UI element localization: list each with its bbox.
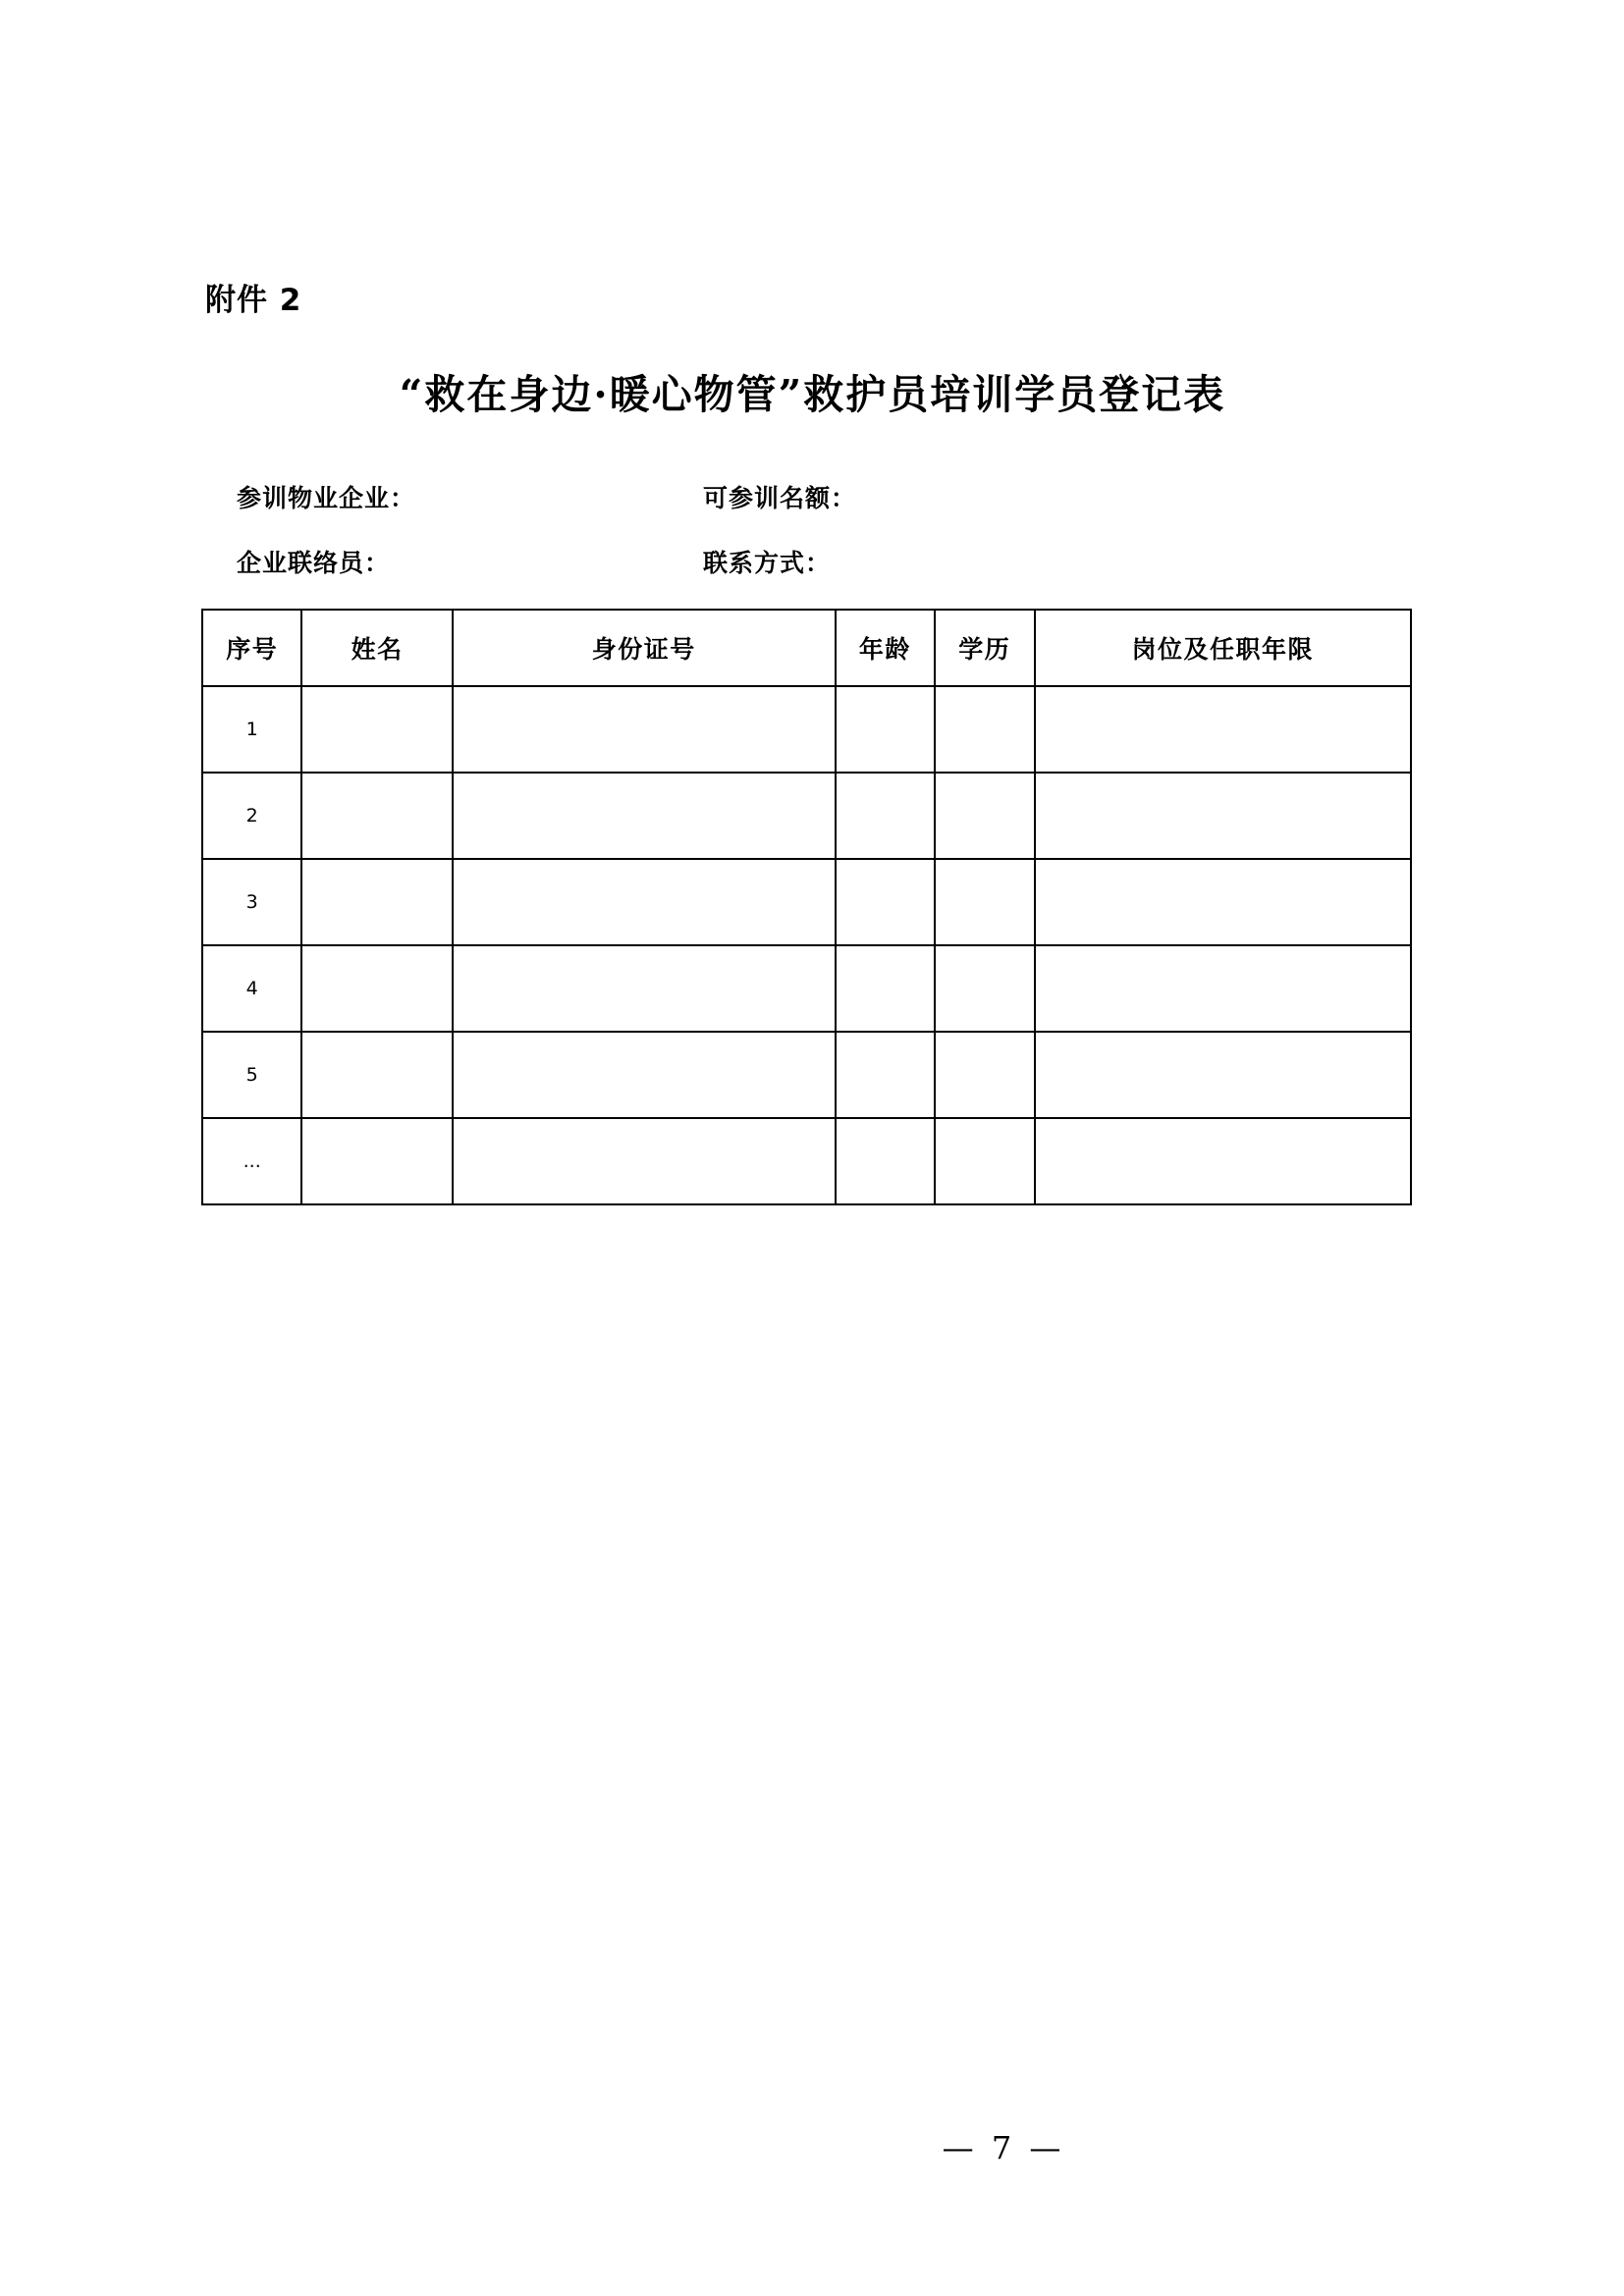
table-row: [202, 773, 1411, 859]
cell-age[interactable]: [836, 1118, 935, 1204]
column-header-id-number: 身份证号: [453, 610, 836, 686]
cell-index: 3: [202, 859, 301, 945]
meta-fields: [237, 479, 1424, 579]
liaison-label: 企业联络员：: [237, 549, 391, 577]
attachment-label: 附件 2: [205, 283, 302, 318]
cell-index: 4: [202, 945, 301, 1032]
cell-name[interactable]: [301, 1118, 452, 1204]
cell-name[interactable]: [301, 1032, 452, 1118]
table-row: [202, 945, 1411, 1032]
cell-post[interactable]: [1035, 859, 1412, 945]
quota-label: 可参训名额：: [703, 484, 857, 512]
cell-age[interactable]: [836, 859, 935, 945]
cell-id-number[interactable]: [453, 859, 836, 945]
table-row: [202, 1032, 1411, 1118]
cell-index: 2: [202, 773, 301, 859]
document-body: [201, 275, 1424, 1205]
table-row: [202, 859, 1411, 945]
enterprise-label: 参训物业企业：: [237, 484, 416, 512]
cell-index: ...: [202, 1118, 301, 1204]
cell-name[interactable]: [301, 859, 452, 945]
cell-id-number[interactable]: [453, 686, 836, 773]
cell-id-number[interactable]: [453, 773, 836, 859]
cell-name[interactable]: [301, 945, 452, 1032]
contact-label: 联系方式：: [703, 549, 832, 577]
cell-education[interactable]: [935, 945, 1034, 1032]
column-header-education: 学历: [935, 610, 1034, 686]
cell-education[interactable]: [935, 773, 1034, 859]
cell-name[interactable]: [301, 686, 452, 773]
column-header-age: 年龄: [836, 610, 935, 686]
column-header-name: 姓名: [301, 610, 452, 686]
cell-post[interactable]: [1035, 1032, 1412, 1118]
column-header-index: 序号: [202, 610, 301, 686]
table-row: [202, 1118, 1411, 1204]
cell-id-number[interactable]: [453, 1118, 836, 1204]
table-header-row: [202, 610, 1411, 686]
cell-age[interactable]: [836, 1032, 935, 1118]
trainee-registration-table: [201, 609, 1412, 1205]
meta-row-enterprise: [237, 479, 1424, 514]
meta-row-liaison: [237, 544, 1424, 579]
cell-age[interactable]: [836, 945, 935, 1032]
cell-post[interactable]: [1035, 1118, 1412, 1204]
cell-id-number[interactable]: [453, 945, 836, 1032]
page-number: — 7 —: [942, 2129, 1065, 2166]
cell-post[interactable]: [1035, 773, 1412, 859]
cell-id-number[interactable]: [453, 1032, 836, 1118]
column-header-post: 岗位及任职年限: [1035, 610, 1412, 686]
cell-age[interactable]: [836, 773, 935, 859]
cell-post[interactable]: [1035, 686, 1412, 773]
cell-education[interactable]: [935, 859, 1034, 945]
cell-age[interactable]: [836, 686, 935, 773]
cell-index: 5: [202, 1032, 301, 1118]
table-row: [202, 686, 1411, 773]
page-title: “救在身边·暖心物管”救护员培训学员登记表: [399, 371, 1226, 418]
cell-name[interactable]: [301, 773, 452, 859]
cell-education[interactable]: [935, 1032, 1034, 1118]
cell-education[interactable]: [935, 686, 1034, 773]
cell-index: 1: [202, 686, 301, 773]
cell-post[interactable]: [1035, 945, 1412, 1032]
cell-education[interactable]: [935, 1118, 1034, 1204]
